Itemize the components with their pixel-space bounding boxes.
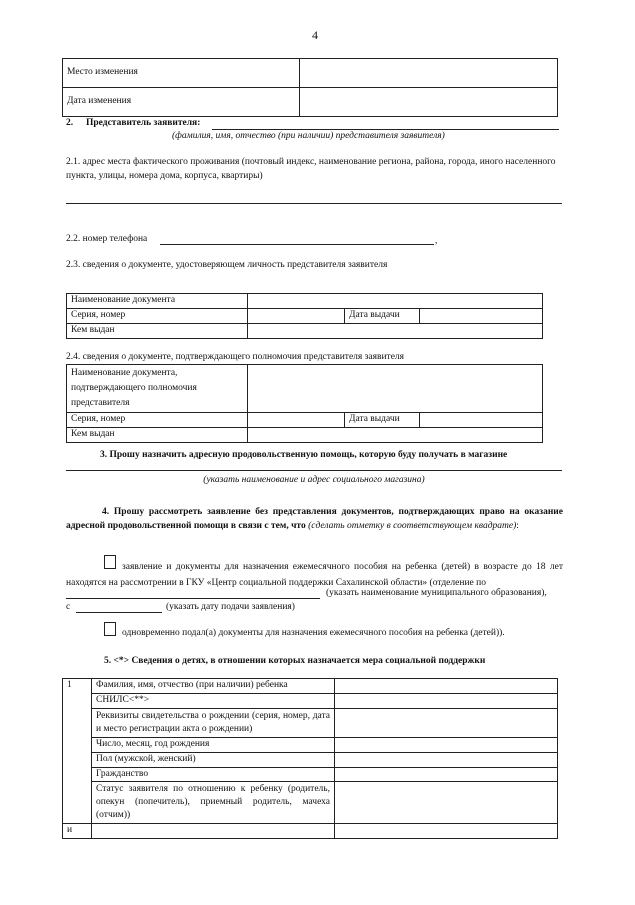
page-number: 4 (312, 28, 318, 42)
child-row-label: Число, месяц, год рождения (92, 737, 335, 752)
option1-date-hint: (указать дату подачи заявления) (166, 602, 295, 612)
child-row-label: СНИЛС<**> (92, 693, 335, 708)
option2-text: одновременно подал(а) документы для назначения ежемесячного пособия на ребенка (детей)). (122, 628, 505, 638)
child-row-label: Пол (мужской, женский) (92, 752, 335, 767)
representative-name-hint: (фамилия, имя, отчество (при наличии) представителя заявителя) (172, 131, 445, 141)
change-table (62, 58, 558, 117)
phone-suffix: , (435, 236, 438, 246)
option2-checkbox[interactable] (104, 622, 116, 636)
id-doc-issued-on-label: Дата выдачи (345, 308, 420, 323)
place-of-change-field[interactable] (300, 59, 558, 88)
section3-shop-line[interactable] (66, 470, 562, 471)
id-doc-series-label: Серия, номер (67, 308, 248, 323)
child-row-value[interactable] (335, 693, 558, 708)
phone-label: 2.2. номер телефона (66, 234, 148, 244)
child-row-value[interactable] (335, 737, 558, 752)
child-row-label: Гражданство (92, 767, 335, 782)
auth-doc-name-label: Наименование документа, подтверждающего полномочия представителя (67, 365, 248, 413)
representative-heading-number: 2. (66, 118, 74, 128)
authority-document-label: 2.4. сведения о документе, подтверждающего полномочия представителя заявителя (66, 352, 405, 362)
child-row-label: Статус заявителя по отношению к ребенку (родитель, опекун (попечитель), приемный родитель, мачеха (отчим)) (92, 782, 335, 824)
id-doc-issued-by-field[interactable] (248, 323, 543, 338)
child-row-label: Фамилия, имя, отчество (при наличии) ребенка (92, 679, 335, 694)
id-doc-issued-on-field[interactable] (420, 308, 543, 323)
auth-doc-name-field[interactable] (248, 365, 543, 413)
child-row-label-next (92, 824, 335, 839)
place-of-change-label: Место изменения (63, 59, 300, 88)
option1-text: заявление и документы для назначения ежемесячного пособия на ребенка (детей) в возрасте до 18 лет находятся на рассмотрении в ГКУ «Центр социальной поддержки Сахалинской области» (отделение по (66, 562, 563, 588)
id-document-label: 2.3. сведения о документе, удостоверяющем личность представителя заявителя (66, 260, 388, 270)
id-document-table (66, 293, 543, 339)
option1-from: с (66, 602, 71, 612)
option1-muni-line[interactable] (66, 598, 320, 599)
address-label: 2.1. адрес места фактического проживания (почтовый индекс, наименование региона, района, города, иного населенного пункта, улицы, номера дома, корпуса, квартиры) (66, 157, 556, 181)
option1-date-line[interactable] (76, 612, 162, 613)
id-doc-name-label: Наименование документа (67, 294, 248, 309)
auth-doc-issued-by-field[interactable] (248, 427, 543, 442)
child-row-value[interactable] (335, 752, 558, 767)
child-row-value[interactable] (335, 708, 558, 737)
section3-text: 3. Прошу назначить адресную продовольственную помощь, которую буду получать в магазине (100, 450, 508, 460)
child-number-next: и (63, 824, 92, 839)
section3-hint: (указать наименование и адрес социального магазина) (203, 475, 425, 485)
child-row-value[interactable] (335, 782, 558, 824)
section4-text-bold: 4. Прошу рассмотреть заявление без представления документов, подтверждающих право на оказание адресной продовольственной помощи в связи с тем, что (66, 507, 563, 531)
child-row-value-next[interactable] (335, 824, 558, 839)
section4-text (66, 506, 563, 533)
child-row-value[interactable] (335, 679, 558, 694)
phone-line[interactable] (160, 244, 434, 245)
representative-heading: Представитель заявителя: (86, 118, 201, 128)
representative-name-line[interactable] (212, 129, 559, 130)
auth-doc-issued-by-label: Кем выдан (67, 427, 248, 442)
child-row-value[interactable] (335, 767, 558, 782)
section4-colon: : (516, 520, 519, 531)
address-line[interactable] (66, 203, 562, 204)
section4-text-italic: (сделать отметку в соответствующем квадрате) (308, 520, 517, 531)
auth-doc-series-field[interactable] (248, 413, 345, 428)
id-doc-name-field[interactable] (248, 294, 543, 309)
option1-muni-hint: (указать наименование муниципального образования), (326, 588, 547, 598)
section5-heading: 5. <*> Сведения о детях, в отношении которых назначается мера социальной поддержки (104, 656, 486, 666)
authority-document-table (66, 364, 543, 443)
id-doc-series-field[interactable] (248, 308, 345, 323)
auth-doc-series-label: Серия, номер (67, 413, 248, 428)
child-row-label: Реквизиты свидетельства о рождении (серия, номер, дата и место регистрации акта о рождении) (92, 708, 335, 737)
children-table (62, 678, 558, 839)
id-doc-issued-by-label: Кем выдан (67, 323, 248, 338)
date-of-change-field[interactable] (300, 88, 558, 117)
auth-doc-issued-on-label: Дата выдачи (345, 413, 420, 428)
date-of-change-label: Дата изменения (63, 88, 300, 117)
auth-doc-issued-on-field[interactable] (420, 413, 543, 428)
child-number: 1 (63, 679, 92, 824)
